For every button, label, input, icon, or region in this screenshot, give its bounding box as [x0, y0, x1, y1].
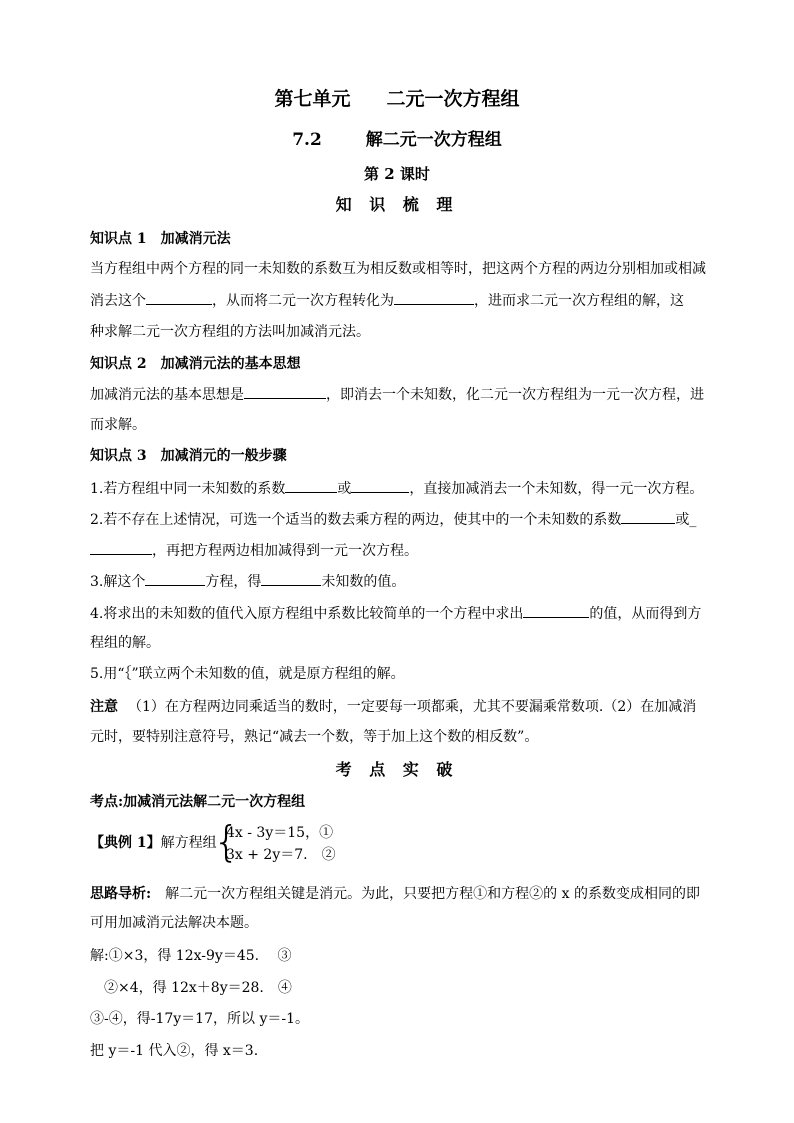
section-number: 7.2: [292, 130, 322, 150]
k3-step5: 5.用“｛”联立两个未知数的值，就是原方程组的解。: [90, 666, 405, 682]
section-title: [0, 128, 794, 152]
lesson-label: 第 2 课时: [364, 165, 430, 183]
note-label: 注意: [90, 699, 118, 715]
unit-title: [0, 86, 794, 112]
note-text-1: （1）在方程两边同乘适当的数时，一定要每一项都乘，尤其不要漏乘常数项.（2）在加减消: [128, 699, 697, 715]
analysis-text-1: 解二元一次方程组关键是消元。为此，只要把方程①和方程②的 x 的系数变成相同的即: [151, 886, 700, 902]
s1-text-b: 或: [337, 481, 352, 497]
blank: [146, 290, 212, 305]
s3-text-c: 未知数的值。: [321, 574, 406, 590]
k1-line2: [90, 290, 684, 311]
blank: [351, 478, 409, 493]
s2-text-c: ，再把方程两边相加减得到一元一次方程。: [152, 543, 418, 559]
blank: [285, 478, 337, 493]
system-brace: {: [213, 817, 240, 866]
solution-line1: 解:①×3，得 12x-9y＝45. ③: [90, 948, 292, 964]
blank: [261, 571, 321, 586]
note-line2: 元时，要特别注意符号，熟记“减去一个数，等于加上这个数的相反数”。: [90, 729, 539, 745]
equation-2: 3x + 2y＝7. ②: [226, 847, 336, 863]
solution-line3: ③-④，得-17y＝17，所以 y＝-1。: [90, 1011, 309, 1027]
section-name: 解二元一次方程组: [365, 130, 502, 150]
k3-step4: [90, 603, 701, 624]
s4-text-b: 的值，从而得到方: [589, 606, 702, 622]
analysis-label: 思路导析:: [90, 886, 152, 902]
unit-label: 第七单元: [274, 88, 351, 110]
example-label: 【典例 1】: [90, 835, 161, 851]
s2-text-a: 2.若不存在上述情况，可选一个适当的数去乘方程的两边，使其中的一个未知数的系数: [90, 512, 622, 528]
practice-heading: 考 点 实 破: [335, 760, 459, 779]
s3-text-b: 方程，得: [205, 574, 262, 590]
note-line1: [90, 697, 696, 717]
blank: [523, 603, 589, 618]
s1-text-c: ，直接加减消去一个未知数，得一元一次方程。: [409, 481, 704, 497]
blank: [90, 540, 152, 555]
blank: [244, 384, 326, 399]
k1-title: 知识点 1 加减消元法: [90, 231, 231, 247]
analysis-line2: 可用加减消元法解决本题。: [90, 915, 258, 931]
k1-text-b: ，从而将二元一次方程转化为: [212, 293, 394, 309]
k2-line1: [90, 384, 704, 405]
k3-step2: [90, 509, 696, 530]
k2-text-a: 加减消元法的基本思想是: [90, 387, 244, 403]
k1-text-c: ，进而求二元一次方程组的解，这: [474, 293, 684, 309]
k2-text-b: ，即消去一个未知数，化二元一次方程组为一元一次方程，进: [326, 387, 704, 403]
blank: [145, 571, 205, 586]
knowledge-heading: 知 识 梳 理: [335, 195, 459, 214]
s3-text-a: 3.解这个: [90, 574, 146, 590]
example-text: 解方程组: [160, 835, 217, 851]
k1-text-a: 消去这个: [90, 293, 146, 309]
equation-1: 4x - 3y＝15，①: [226, 825, 334, 841]
topic-title: 考点:加减消元法解二元一次方程组: [90, 794, 306, 810]
k3-step4-cont: 程组的解。: [90, 635, 160, 651]
k1-line1: 当方程组中两个方程的同一未知数的系数互为相反数或相等时，把这两个方程的两边分别相加或相减: [90, 261, 706, 277]
unit-name: 二元一次方程组: [386, 88, 520, 110]
k3-step1: [90, 478, 703, 499]
analysis-line1: [90, 884, 700, 904]
k1-line3: 种求解二元一次方程组的方法叫加减消元法。: [90, 324, 370, 340]
k3-step2-cont: [90, 540, 418, 561]
example-label-line: [90, 833, 217, 853]
solution-line2: ②×4，得 12x＋8y＝28. ④: [90, 980, 292, 996]
k3-step3: [90, 571, 405, 592]
k2-line2: 而求解。: [90, 417, 146, 433]
s2-text-b: 或_: [675, 512, 697, 528]
k3-title: 知识点 3 加减消元的一般步骤: [90, 448, 287, 464]
solution-line4: 把 y＝-1 代入②，得 x＝3.: [90, 1043, 259, 1059]
blank: [394, 290, 474, 305]
s4-text-a: 4.将求出的未知数的值代入原方程组中系数比较简单的一个方程中求出: [90, 606, 524, 622]
k2-title: 知识点 2 加减消元法的基本思想: [90, 356, 301, 372]
s1-text-a: 1.若方程组中同一未知数的系数: [90, 481, 286, 497]
blank: [621, 509, 675, 524]
